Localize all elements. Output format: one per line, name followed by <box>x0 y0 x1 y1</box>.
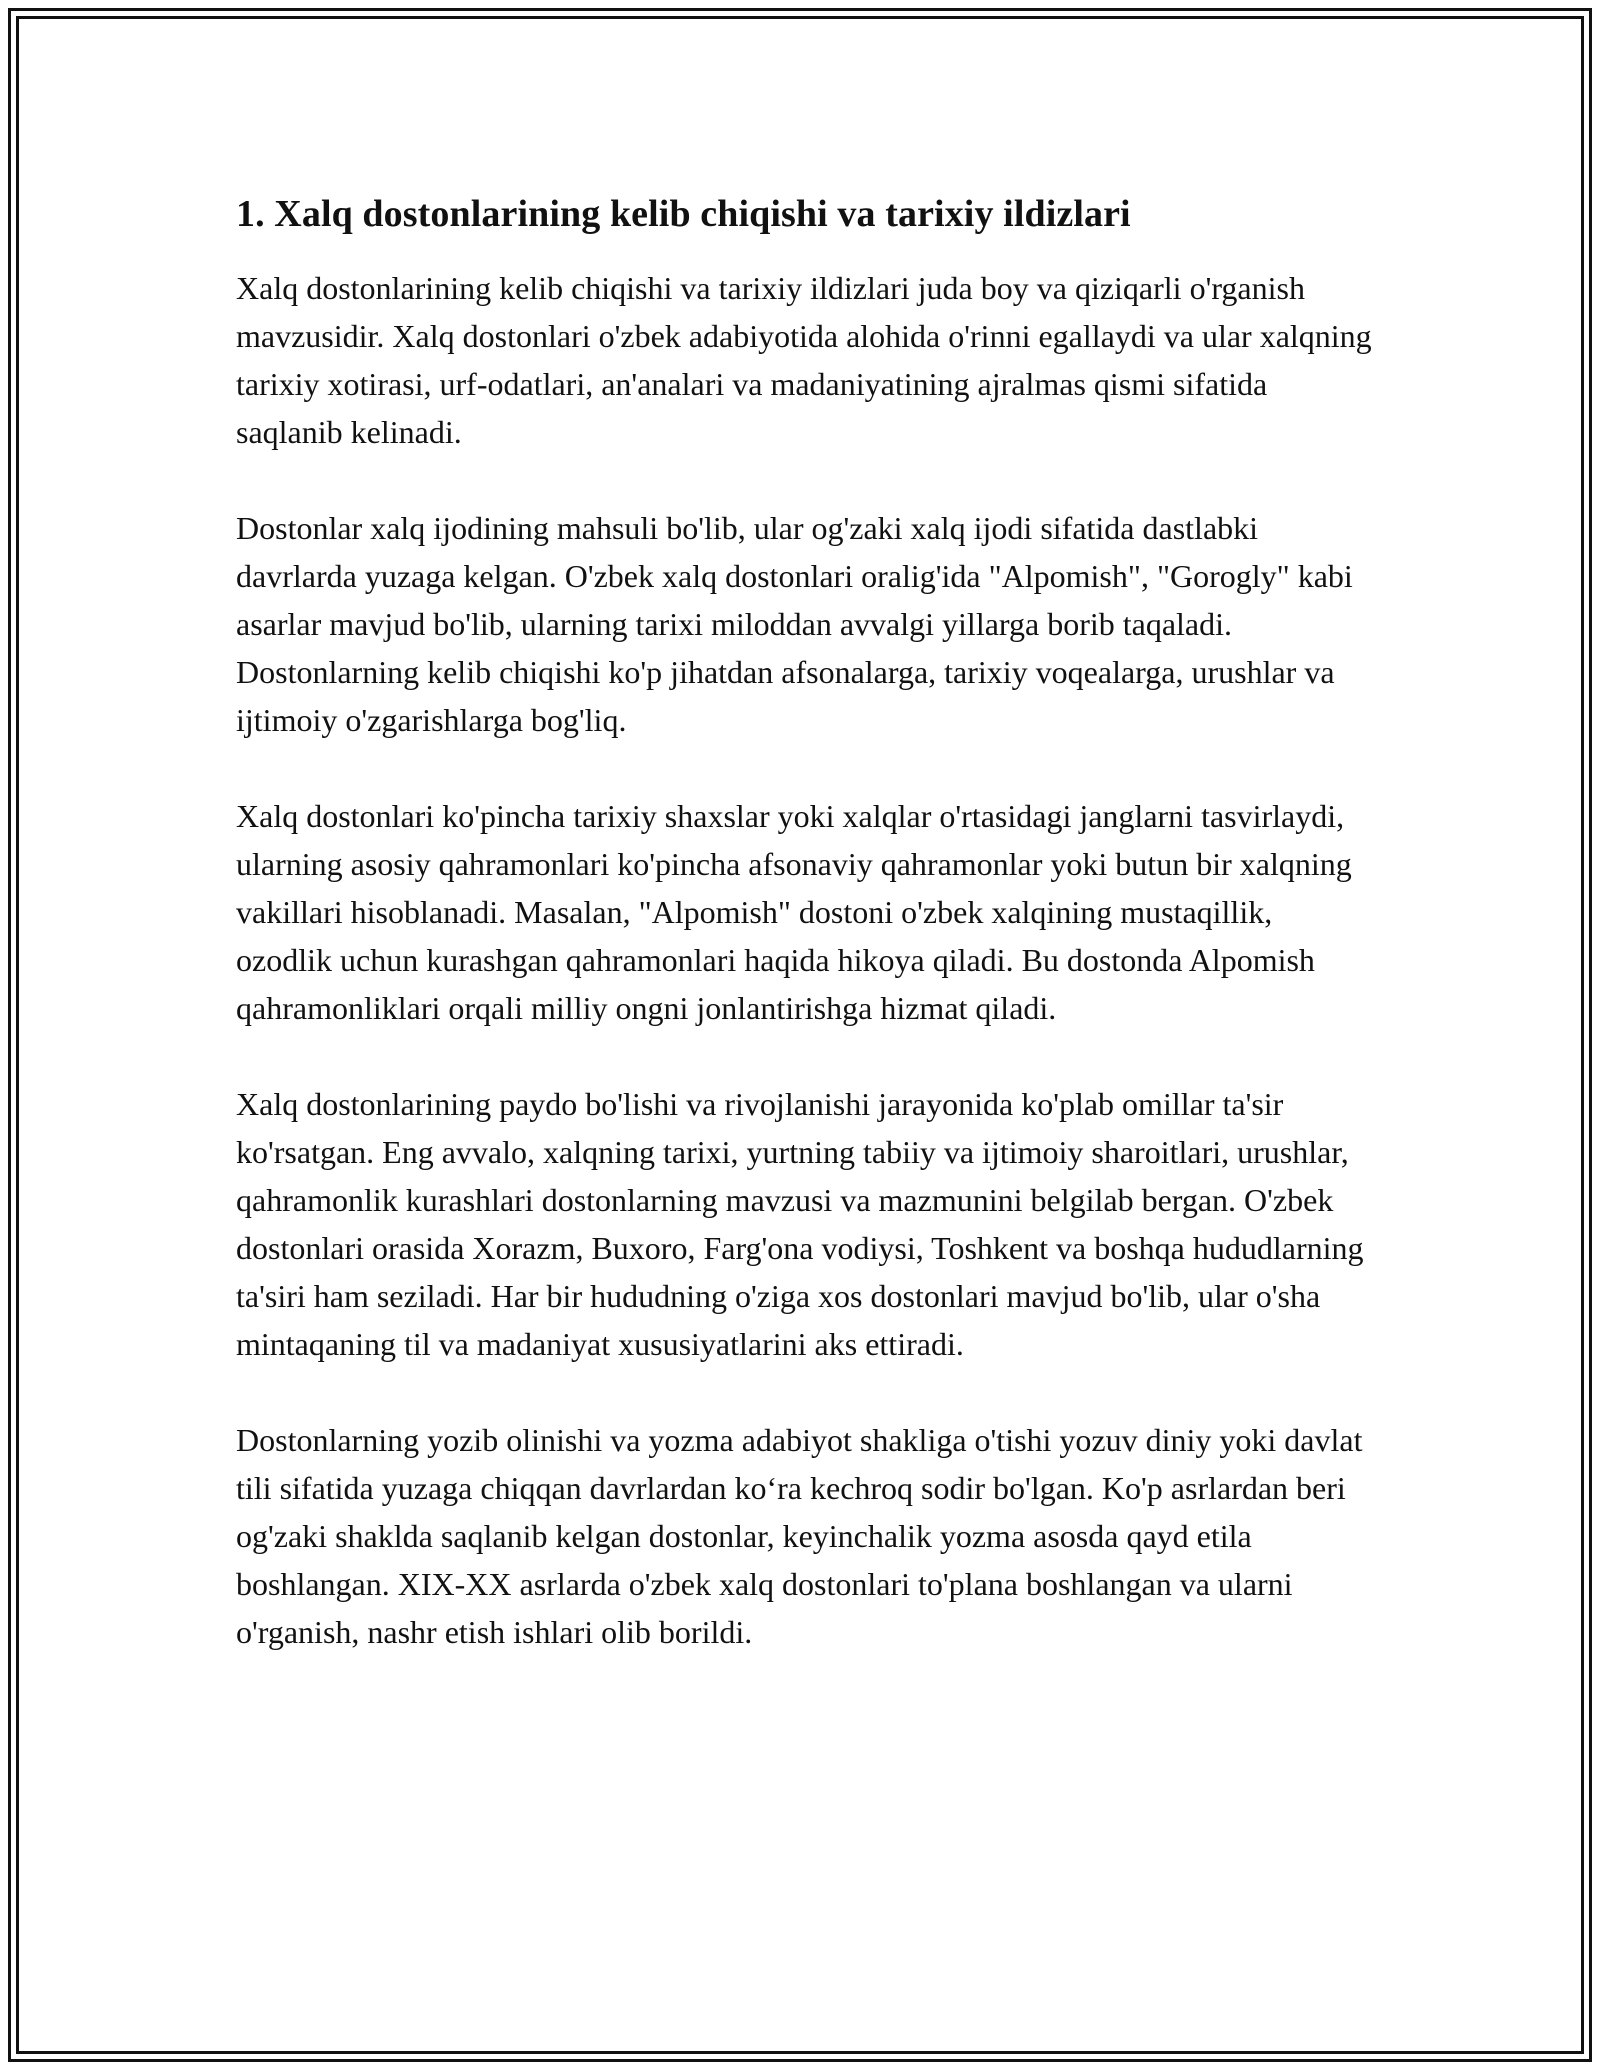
paragraph-2: Dostonlar xalq ijodining mahsuli bo'lib, ular og'zaki xalq ijodi sifatida dastlabki davrlarda yuzaga kelgan. O'zbek xalq dostonlari oralig'ida "Alpomish", "Gorogly" kabi asarlar mavjud bo'lib, ularning tarixi miloddan avvalgi yillarga borib taqaladi. Dostonlarning kelib chiqishi ko'p jihatdan afsonalarga, tarixiy voqealarga, urushlar va ijtimoiy o'zgarishlarga bog'liq. <box>236 510 1353 738</box>
paragraph-5: Dostonlarning yozib olinishi va yozma adabiyot shakliga o'tishi yozuv diniy yoki davlat tili sifatida yuzaga chiqqan davrlardan koʻra kechroq sodir bo'lgan. Ko'p asrlardan beri og'zaki shaklda saqlanib kelgan dostonlar, keyinchalik yozma asosda qayd etila boshlangan. XIX-XX asrlarda o'zbek xalq dostonlari to'plana boshlangan va ularni o'rganish, nashr etish ishlari olib borildi. <box>236 1422 1363 1650</box>
paragraph-3: Xalq dostonlari ko'pincha tarixiy shaxslar yoki xalqlar o'rtasidagi janglarni tasvirlaydi, ularning asosiy qahramonlari ko'pincha afsonaviy qahramonlar yoki butun bir xalqning vakillari hisoblanadi. Masalan, "Alpomish" dostoni o'zbek xalqining mustaqillik, ozodlik uchun kurashgan qahramonlari haqida hikoya qiladi. Bu dostonda Alpomish qahramonliklari orqali milliy ongni jonlantirishga hizmat qiladi. <box>236 798 1352 1026</box>
paragraph-4: Xalq dostonlarining paydo bo'lishi va rivojlanishi jarayonida ko'plab omillar ta'sir ko'rsatgan. Eng avvalo, xalqning tarixi, yurtning tabiiy va ijtimoiy sharoitlari, urushlar, qahramonlik kurashlari dostonlarning mavzusi va mazmunini belgilab bergan. O'zbek dostonlari orasida Xorazm, Buxoro, Farg'ona vodiysi, Toshkent va boshqa hududlarning ta'siri ham seziladi. Har bir hududning o'ziga xos dostonlari mavjud bo'lib, ular o'sha mintaqaning til va madaniyat xususiyatlarini aks ettiradi. <box>236 1086 1364 1362</box>
section-heading: 1. Xalq dostonlarining kelib chiqishi va tarixiy ildizlari <box>236 193 1131 235</box>
paragraph-1: Xalq dostonlarining kelib chiqishi va tarixiy ildizlari juda boy va qiziqarli o'rganish mavzusidir. Xalq dostonlari o'zbek adabiyotida alohida o'rinni egallaydi va ular xalqning tarixiy xotirasi, urf-odatlari, an'analari va madaniyatining ajralmas qismi sifatida saqlanib kelinadi. <box>236 270 1372 450</box>
document-body <box>236 188 1376 1656</box>
